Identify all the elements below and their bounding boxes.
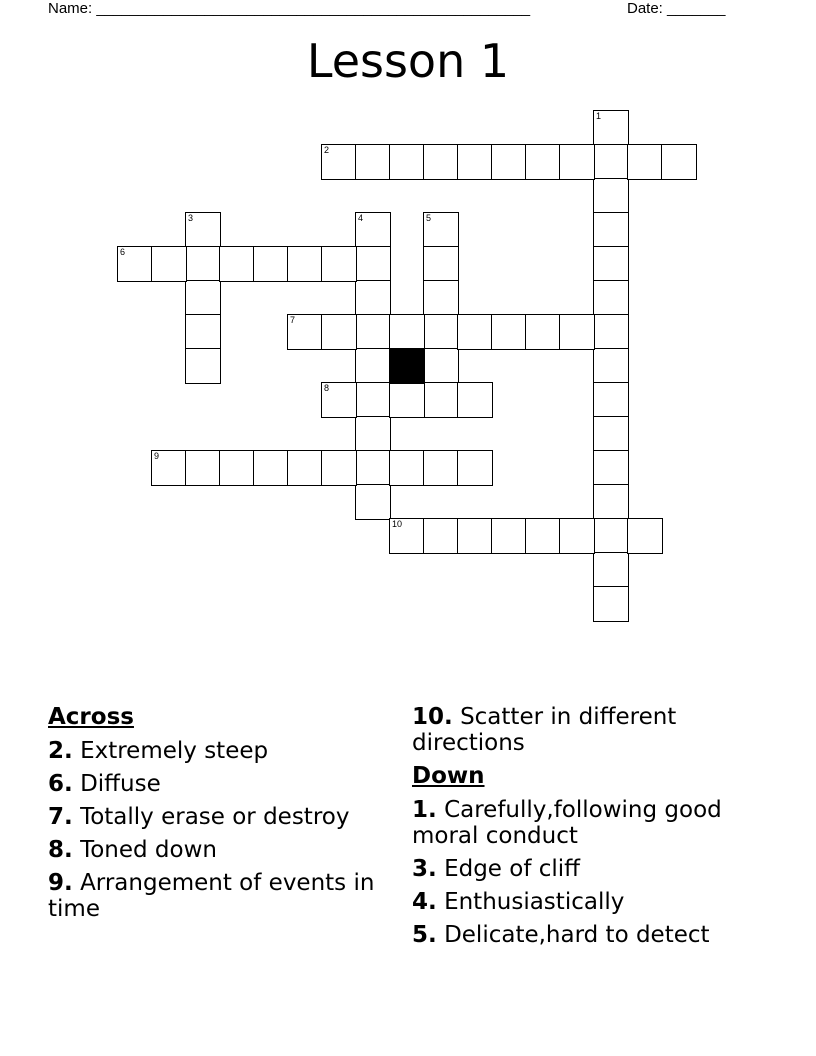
grid-cell[interactable] xyxy=(593,144,629,180)
grid-cell[interactable] xyxy=(423,144,459,180)
grid-cell[interactable] xyxy=(423,246,459,282)
grid-cell[interactable] xyxy=(355,212,391,248)
grid-cell[interactable] xyxy=(525,144,561,180)
clue-across-7 xyxy=(48,804,393,830)
clue-down-5 xyxy=(412,922,767,948)
grid-cell[interactable] xyxy=(185,280,221,316)
clue-number-label: 4 xyxy=(358,213,364,223)
grid-cell[interactable] xyxy=(593,382,629,418)
grid-cell[interactable] xyxy=(423,212,459,248)
date-field[interactable]: Date: _______ xyxy=(627,0,726,17)
grid-cell[interactable] xyxy=(457,450,493,486)
clue-across-9 xyxy=(48,870,393,922)
grid-cell[interactable] xyxy=(355,484,391,520)
clue-number-label: 9 xyxy=(154,451,160,461)
grid-cell[interactable] xyxy=(593,484,629,520)
clue-text: Arrangement of events in time xyxy=(48,870,375,922)
grid-cell[interactable] xyxy=(457,144,493,180)
grid-cell[interactable] xyxy=(423,450,459,486)
clue-text: Enthusiastically xyxy=(444,889,625,915)
grid-cell[interactable] xyxy=(491,518,527,554)
grid-cell[interactable] xyxy=(389,144,425,180)
grid-cell[interactable] xyxy=(389,518,425,554)
grid-cell[interactable] xyxy=(593,280,629,316)
clue-number: 4. xyxy=(412,889,437,915)
grid-cell[interactable] xyxy=(593,348,629,384)
clue-text: Toned down xyxy=(80,837,217,863)
grid-cell[interactable] xyxy=(593,212,629,248)
clue-number: 2. xyxy=(48,738,73,764)
grid-cell[interactable] xyxy=(525,314,561,350)
grid-cell[interactable] xyxy=(389,382,425,418)
grid-cell[interactable] xyxy=(423,280,459,316)
grid-cell[interactable] xyxy=(321,382,357,418)
grid-cell[interactable] xyxy=(185,348,221,384)
grid-cell[interactable] xyxy=(355,416,391,452)
grid-cell[interactable] xyxy=(355,382,391,418)
grid-cell[interactable] xyxy=(219,450,255,486)
grid-cell[interactable] xyxy=(355,280,391,316)
clue-number-label: 10 xyxy=(392,519,403,529)
grid-cell[interactable] xyxy=(559,518,595,554)
page-title: Lesson 1 xyxy=(306,34,510,88)
grid-cell[interactable] xyxy=(559,144,595,180)
clue-number-label: 1 xyxy=(596,111,602,121)
grid-cell[interactable] xyxy=(593,518,629,554)
clue-number: 9. xyxy=(48,870,73,896)
grid-cell[interactable] xyxy=(287,246,323,282)
grid-cell[interactable] xyxy=(525,518,561,554)
grid-cell[interactable] xyxy=(185,246,221,282)
grid-cell[interactable] xyxy=(253,246,289,282)
clue-number-label: 5 xyxy=(426,213,432,223)
clue-across-8 xyxy=(48,837,393,863)
grid-cell[interactable] xyxy=(559,314,595,350)
grid-cell[interactable] xyxy=(457,518,493,554)
grid-cell[interactable] xyxy=(423,382,459,418)
grid-cell[interactable] xyxy=(457,314,493,350)
grid-cell[interactable] xyxy=(593,246,629,282)
grid-cell[interactable] xyxy=(423,348,459,384)
grid-cell[interactable] xyxy=(355,246,391,282)
clue-across-6 xyxy=(48,771,393,797)
grid-cell[interactable] xyxy=(355,144,391,180)
grid-cell[interactable] xyxy=(321,144,357,180)
grid-cell[interactable] xyxy=(185,450,221,486)
clue-across-10 xyxy=(412,704,767,756)
clue-text: Scatter in different directions xyxy=(412,704,677,756)
grid-cell[interactable] xyxy=(355,348,391,384)
grid-cell[interactable] xyxy=(253,450,289,486)
clue-number: 10. xyxy=(412,704,453,730)
clue-text: Diffuse xyxy=(80,771,161,797)
right-clues-column xyxy=(412,704,767,955)
grid-cell[interactable] xyxy=(389,314,425,350)
clue-text: Totally erase or destroy xyxy=(80,804,350,830)
clue-number-label: 2 xyxy=(324,145,330,155)
grid-cell[interactable] xyxy=(627,144,663,180)
grid-cell[interactable] xyxy=(627,518,663,554)
grid-cell[interactable] xyxy=(491,314,527,350)
grid-cell[interactable] xyxy=(593,178,629,214)
grid-cell[interactable] xyxy=(185,314,221,350)
grid-cell[interactable] xyxy=(321,314,357,350)
grid-cell[interactable] xyxy=(185,212,221,248)
clue-number-label: 8 xyxy=(324,383,330,393)
grid-cell[interactable] xyxy=(287,450,323,486)
grid-cell[interactable] xyxy=(593,552,629,588)
clue-text: Edge of cliff xyxy=(444,856,581,882)
grid-cell[interactable] xyxy=(423,518,459,554)
clue-number: 6. xyxy=(48,771,73,797)
grid-cell[interactable] xyxy=(321,450,357,486)
grid-cell[interactable] xyxy=(593,110,629,146)
clue-number: 1. xyxy=(412,797,437,823)
grid-cell[interactable] xyxy=(423,314,459,350)
grid-cell[interactable] xyxy=(593,416,629,452)
grid-cell[interactable] xyxy=(457,382,493,418)
grid-cell[interactable] xyxy=(117,246,153,282)
grid-cell[interactable] xyxy=(355,314,391,350)
grid-cell[interactable] xyxy=(355,450,391,486)
across-clues xyxy=(48,704,393,929)
grid-cell[interactable] xyxy=(321,246,357,282)
clue-text: Extremely steep xyxy=(80,738,269,764)
grid-cell[interactable] xyxy=(661,144,697,180)
clue-across-2 xyxy=(48,738,393,764)
grid-cell[interactable] xyxy=(593,450,629,486)
clue-number: 7. xyxy=(48,804,73,830)
clue-number: 8. xyxy=(48,837,73,863)
grid-cell[interactable] xyxy=(593,314,629,350)
across-heading: Across xyxy=(48,704,134,730)
grid-cell[interactable] xyxy=(389,450,425,486)
filled-cell xyxy=(389,348,425,384)
down-heading: Down xyxy=(412,763,485,789)
grid-cell[interactable] xyxy=(151,450,187,486)
clue-text: Delicate,hard to detect xyxy=(444,922,710,948)
grid-cell[interactable] xyxy=(491,144,527,180)
clue-down-4 xyxy=(412,889,767,915)
clue-down-1 xyxy=(412,797,767,849)
grid-cell[interactable] xyxy=(219,246,255,282)
clue-number-label: 6 xyxy=(120,247,126,257)
name-field[interactable]: Name: ____________________________________________________ xyxy=(48,0,531,17)
clue-number-label: 3 xyxy=(188,213,194,223)
grid-cell[interactable] xyxy=(287,314,323,350)
clue-number: 5. xyxy=(412,922,437,948)
clue-text: Carefully,following good moral conduct xyxy=(412,797,722,849)
clue-number-label: 7 xyxy=(290,315,296,325)
clue-down-3 xyxy=(412,856,767,882)
grid-cell[interactable] xyxy=(151,246,187,282)
clue-number: 3. xyxy=(412,856,437,882)
grid-cell[interactable] xyxy=(593,586,629,622)
